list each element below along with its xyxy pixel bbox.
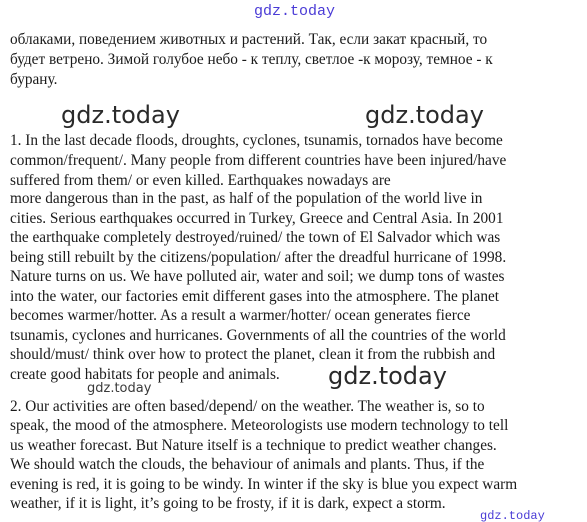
watermark-right: gdz.today (365, 101, 484, 129)
answer1-line-1: 1. In the last decade floods, droughts, cyclones, tsunamis, tornados have become (10, 132, 503, 149)
watermark-mid: gdz.today (328, 362, 447, 390)
watermark-top: gdz.today (254, 3, 336, 20)
answer2-line-1: 2. Our activities are often based/depend/ on the weather. The weather is, so to (10, 398, 485, 415)
answer1-line-4: more dangerous than in the past, as half of the population of the world live in (10, 190, 483, 207)
answer1-line-2: common/frequent/. Many people from different countries have been injured/have (10, 152, 507, 169)
russian-line-1: облаками, поведением животных и растений. Так, если закат красный, то (10, 31, 488, 48)
answer1-line-3: suffered from them/ or even killed. Earthquakes nowadays are (10, 172, 391, 189)
answer2-line-5: evening is red, it is going to be windy. In winter if the sky is blue you expect warm (10, 476, 518, 493)
watermark-left: gdz.today (61, 101, 180, 129)
answer1-line-11: tsunamis, cyclones and hurricanes. Governments of all the countries of the world (10, 327, 506, 344)
answer1-line-7: being still rebuilt by the citizens/population/ after the dreadful hurricane of 1998. (10, 249, 507, 266)
russian-line-3: бурану. (10, 71, 58, 88)
answer2-line-4: We should watch the clouds, the behaviour of animals and plants. Thus, if the (10, 456, 485, 473)
answer1-line-9: into the water, our factories emit different gases into the atmosphere. The planet (10, 288, 500, 305)
answer1-line-12: should/must/ think over how to protect the planet, clean it from the rubbish and (10, 346, 496, 363)
answer1-line-6: the earthquake completely destroyed/ruined/ the town of El Salvador which was (10, 229, 501, 246)
russian-line-2: будет ветрено. Зимой голубое небо - к теплу, светлое -к морозу, темное - к (10, 51, 493, 68)
answer2-line-2: speak, the mood of the atmosphere. Meteorologists use modern technology to tell (10, 417, 509, 434)
watermark-small: gdz.today (87, 381, 152, 396)
answer2-line-6: weather, if it is light, it’s going to be frosty, if it is dark, expect a storm. (10, 495, 446, 512)
watermark-bottom: gdz.today (480, 509, 545, 522)
answer1-line-5: cities. Serious earthquakes occurred in Turkey, Greece and Central Asia. In 2001 (10, 210, 504, 227)
answer1-line-8: Nature turns on us. We have polluted air, water and soil; we dump tons of wastes (10, 268, 505, 285)
answer2-line-3: us weather forecast. But Nature itself is a technique to predict weather changes. (10, 437, 497, 454)
answer1-line-10: becomes warmer/hotter. As a result a warmer/hotter/ ocean generates fierce (10, 307, 471, 324)
answer1-line-13: create good habitats for people and animals. (10, 366, 280, 383)
